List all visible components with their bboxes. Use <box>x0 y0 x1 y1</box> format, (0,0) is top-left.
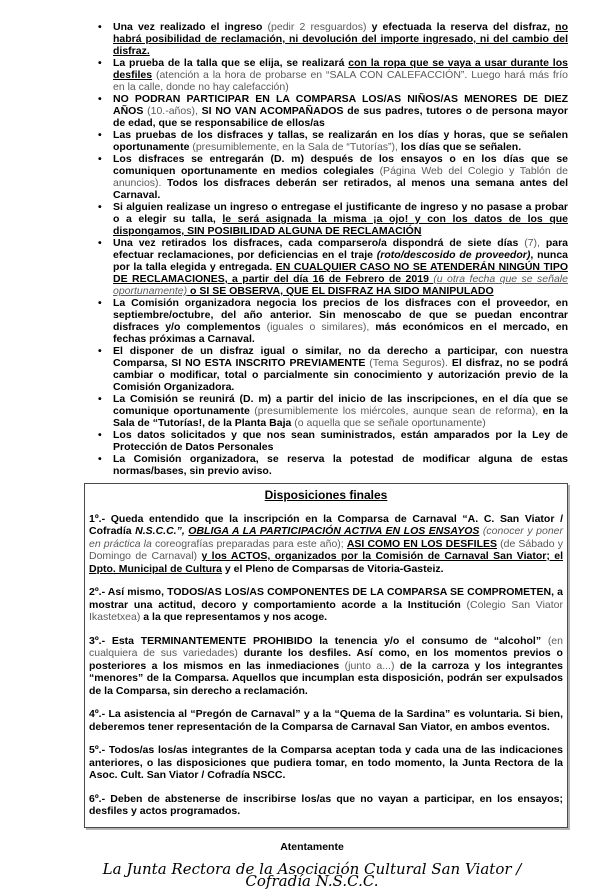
text-run: Si alguien realizase un ingreso o entregase el justificante de ingreso y no pasase a probar o a elegir su talla, <box>113 201 568 225</box>
text-run: y el Pleno de Comparsas de Vitoria-Gasteiz. <box>222 562 444 575</box>
text-run: 3º.- Esta TERMINANTEMENTE PROHIBIDO la tenencia y/o el consumo de “alcohol” <box>89 634 548 647</box>
list-item <box>84 93 568 129</box>
text-run: , nunca por la talla elegida y entregada. <box>113 249 569 273</box>
text-run: y efectuada la reserva del disfraz, <box>371 21 556 33</box>
box-title: Disposiciones finales <box>264 488 388 502</box>
bullet-list <box>84 21 568 477</box>
paragraph <box>113 201 568 237</box>
document-page <box>84 21 569 890</box>
text-run: (Colegio San Viator Ikastetxea) <box>89 598 563 623</box>
text-run: EN CUALQUIER CASO NO SE ATENDERÁN NINGÚN TIPO DE RECLAMACIONES, a partir del día 16 de Febrero de 2019 <box>113 261 569 285</box>
text-run: SI NO VAN ACOMPAÑADOS de sus padres, tutores o de persona mayor de edad, que se responsabilice de ellos/as <box>113 105 568 129</box>
text-run: (Página Web del Colegio y Tablón de anuncios). <box>113 165 568 189</box>
disposiciones-finales-box <box>84 483 568 828</box>
text-run: Una vez retirados los disfraces, cada comparsero/a dispondrá de siete días <box>113 237 525 249</box>
text-run: 6º.- Deben de abstenerse de inscribirse los/as que no vayan a participar, en los ensayos; desfiles y actos programados. <box>89 792 563 817</box>
text-run: (10.-años), <box>147 105 202 117</box>
text-run: (atención a la hora de probarse en “SALA CON CALEFACCIÓN”. Luego hará más frío en la calle, donde no hay calefacción) <box>113 69 568 93</box>
text-run: durante los desfiles. Así como, en los momentos previos o posteriores a los mismos en las inmediaciones <box>89 647 563 672</box>
text-run: La Comisión se reunirá (D. m) a partir del inicio de las inscripciones, en el día que se comunique oportunamente <box>113 393 568 417</box>
text-run: Una vez realizado el ingreso <box>113 21 268 33</box>
list-item <box>84 297 568 345</box>
list-item <box>84 453 568 477</box>
paragraph <box>113 21 568 57</box>
text-run: La Comisión organizadora, se reserva la potestad de modificar alguna de estas normas/bases, sin previo aviso. <box>113 453 568 477</box>
paragraph <box>113 129 568 153</box>
paragraph <box>113 153 568 201</box>
text-run: El disfraz, no se podrá cambiar o modificar, total o parcialmente sin conocimiento y autorización previo de la Comisión Organizadora. <box>113 357 568 393</box>
text-run: (presumiblemente los miércoles, aunque sean de reforma), <box>254 405 543 417</box>
text-run: (en cualquiera de sus variedades) <box>89 634 563 659</box>
text-run: para efectuar reclamaciones, por deficiencias en el traje <box>113 237 569 261</box>
paragraph <box>113 453 568 477</box>
text-run: no habrá posibilidad de reclamación, ni devolución del importe ingresado, ni del cambio del disfraz. <box>113 21 568 57</box>
paragraph <box>113 93 568 129</box>
paragraph <box>113 429 568 453</box>
text-run: de la carroza y los integrantes “menores” de la Comparsa. Aquellos que incumplan esta disposición, podrán ser expulsados de la Comparsa, sin derecho a reclamación. <box>89 659 563 697</box>
closing-text: Atentamente <box>280 840 344 853</box>
paragraph <box>113 297 568 345</box>
list-item <box>84 393 568 429</box>
text-run: los días que se señalen. <box>400 141 522 153</box>
text-run: en la Sala de “Tutorías!, de la Planta Baja <box>113 405 568 429</box>
box-paragraph <box>89 708 563 733</box>
text-run: con la ropa que se vaya a usar durante los desfiles <box>113 57 568 81</box>
text-run: OBLIGA A LA PARTICIPACIÓN ACTIVA EN LOS ENSAYOS <box>188 525 480 537</box>
text-run: Los datos solicitados y que nos sean suministrados, están amparados por la Ley de Protección de Datos Personales <box>113 429 568 453</box>
box-paragraph <box>89 586 563 624</box>
list-item <box>84 57 568 93</box>
text-run: (junto a...) <box>344 659 400 672</box>
text-run: Las pruebas de los disfraces y tallas, se realizarán en los días y horas, que se señalen oportunamente <box>113 129 568 153</box>
text-run: 4º.- La asistencia al “Pregón de Carnaval” y a la “Quema de la Sardina” es voluntaria. Si bien, deberemos tener representación de la Comparsa de Carnaval San Viator, en ambos eventos. <box>89 708 563 733</box>
text-run: (conocer y poner en práctica la <box>89 525 563 550</box>
text-run: 5º.- Todos/as los/as integrantes de la Comparsa aceptan toda y cada una de las indicaciones anteriores, o las disposiciones que pudiera tomar, en todo momento, la Junta Rectora de la Asoc. Cult. San Viator / Cofradía NSCC. <box>89 744 563 781</box>
box-paragraph <box>89 793 563 818</box>
text-run: La Comisión organizadora negocia los precios de los disfraces con el proveedor, en septiembre/octubre, del año anterior. Sin menoscabo de que se puedan encontrar disfraces y/o complementos <box>113 297 568 333</box>
text-run: y los ACTOS, organizados por la Comisión de Carnaval San Viator; el Dpto. Municipal de Cultura <box>89 550 564 575</box>
text-run: (de Sábado y Domingo de Carnaval) <box>89 537 563 562</box>
text-run: coreografías preparadas para este año); <box>154 537 347 550</box>
text-run: ASI COMO EN LOS DESFILES <box>346 537 497 550</box>
text-run: El disponer de un disfraz igual o similar, no da derecho a participar, con nuestra Comparsa, SI NO ESTA INSCRITO PREVIAMENTE <box>113 345 568 369</box>
text-run: (u otra fecha que se señale oportunamente) <box>113 273 568 297</box>
text-run: más económicos en el mercado, en fechas próximas a Carnaval. <box>113 321 568 345</box>
text-run: (iguales o similares), <box>266 321 376 333</box>
text-run: (pedir 2 resguardos) <box>267 21 372 33</box>
text-run: (Tema Seguros). <box>369 357 452 369</box>
text-run: N.S.C.C.”, <box>135 525 189 537</box>
text-run: (7), <box>524 237 546 249</box>
list-item <box>84 201 568 237</box>
text-run: NO PODRAN PARTICIPAR EN LA COMPARSA LOS/AS NIÑOS/AS MENORES DE DIEZ AÑOS <box>113 93 568 117</box>
text-run: (presumiblemente, en la Sala de “Tutorías”), <box>192 141 401 153</box>
list-item <box>84 237 568 297</box>
text-run: 2º.- Así mismo, TODOS/AS LOS/AS COMPONENTES DE LA COMPARSA SE COMPROMETEN, a mostrar una actitud, decoro y comportamiento acorde a la Institución <box>89 586 563 611</box>
list-item <box>84 129 568 153</box>
text-run: La prueba de la talla que se elija, se realizará <box>113 57 349 69</box>
paragraph <box>113 393 568 429</box>
paragraph <box>113 345 568 393</box>
box-paragraph <box>89 513 563 576</box>
text-run: (o aquella que se señale oportunamente) <box>294 417 486 429</box>
text-run: 1º.- Queda entendido que la inscripción en la Comparsa de Carnaval “A. C. San Viator / Cofradía <box>89 512 563 537</box>
text-run: Todos los disfraces deberán ser retirados, al menos una semana antes del Carnaval. <box>113 177 568 201</box>
text-run: a la que representamos y nos acoge. <box>143 611 328 623</box>
paragraph <box>113 237 568 297</box>
list-item <box>84 153 568 201</box>
box-paragraph <box>89 635 563 698</box>
paragraph <box>113 57 568 93</box>
list-item <box>84 21 568 57</box>
text-run: o SI SE OBSERVA, QUE EL DISFRAZ HA SIDO MANIPULADO <box>187 285 494 297</box>
box-paragraph <box>89 744 563 782</box>
text-run: le será asignada la misma ¡a ojo! y con los datos de los que dispongamos, SIN POSIBILIDAD ALGUNA DE RECLAMACIÓN <box>113 213 568 237</box>
signature-text: La Junta Rectora de la Asociación Cultural San Viator / Cofradía N.S.C.C. <box>102 859 522 890</box>
list-item <box>84 429 568 453</box>
list-item <box>84 345 568 393</box>
text-run: (roto/descosido de proveedor) <box>376 249 531 261</box>
text-run: Los disfraces se entregarán (D. m) después de los ensayos o en los días que se comuniquen oportunamente en medios colegiales <box>113 153 568 177</box>
